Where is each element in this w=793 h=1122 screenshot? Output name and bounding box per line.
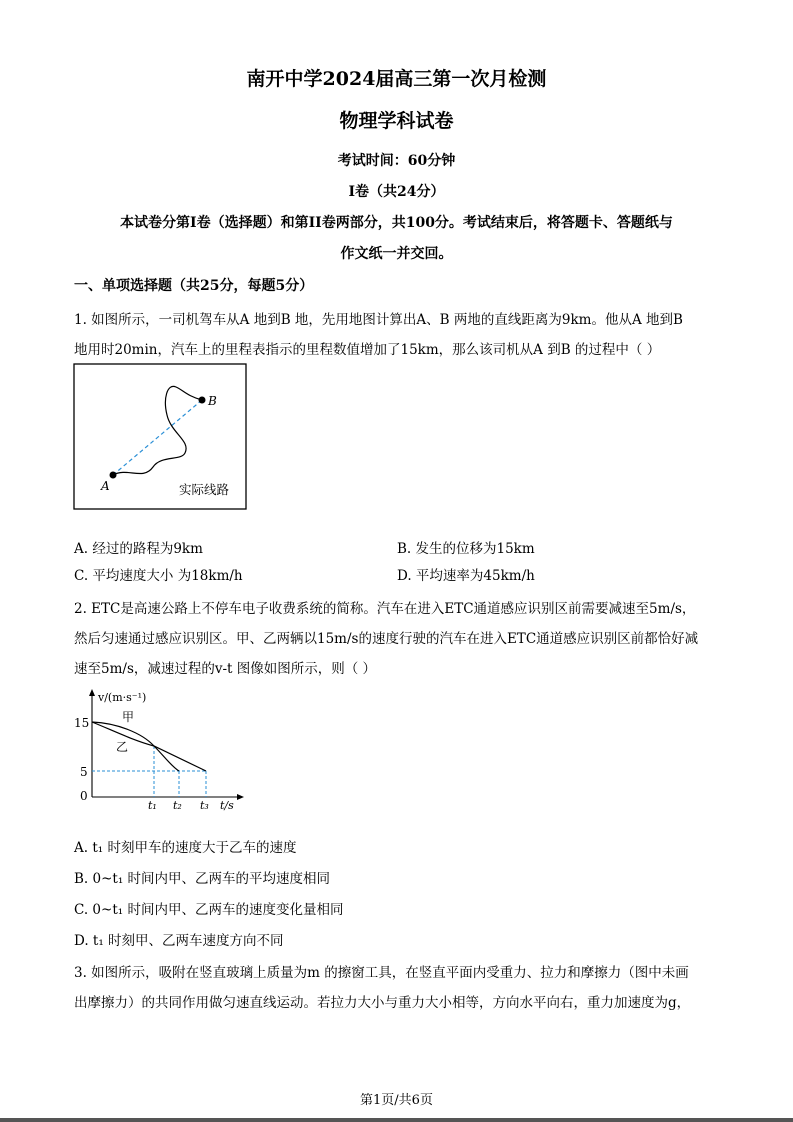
q1-option-c[interactable]: C. 平均速度大小 为18km/h	[74, 568, 243, 584]
q1-line-2: 地用时20min，汽车上的里程表指示的里程数值增加了15km，那么该司机从A 到B 的过程中（ ）	[74, 342, 661, 358]
q1-option-b[interactable]: B. 发生的位移为15km	[397, 541, 535, 557]
page-number: 第1页/共6页	[360, 1093, 433, 1108]
x-tick-t2: t₂	[173, 799, 182, 812]
point-a-marker	[110, 472, 117, 479]
x-axis-label: t/s	[220, 799, 234, 812]
x-tick-t3: t₃	[200, 799, 209, 812]
exam-title: 南开中学2024届高三第一次月检测	[246, 68, 547, 90]
q2-line-3: 速至5m/s，减速过程的v-t 图像如图所示，则（ ）	[74, 661, 377, 677]
vt-graph	[72, 685, 252, 820]
actual-route-path	[113, 386, 202, 475]
y-axis-arrow	[89, 689, 95, 696]
q2-line-1: 2. ETC是高速公路上不停车电子收费系统的简称。汽车在进入ETC通道感应识别区前需要减速至5m/s，	[74, 601, 696, 617]
label-b: B	[208, 394, 217, 408]
q3-line-2: 出摩擦力）的共同作用做匀速直线运动。若拉力大小与重力大小相等，方向水平向右，重力加速度为g，	[74, 995, 691, 1011]
curve-yi-label: 乙	[116, 740, 129, 754]
volume-heading: I卷（共24分）	[348, 184, 445, 200]
exam-time: 考试时间：60分钟	[337, 153, 456, 169]
x-axis-arrow	[237, 794, 244, 800]
q2-line-2: 然后匀速通过感应识别区。甲、乙两辆以15m/s的速度行驶的汽车在进入ETC通道感应识别区前都恰好减	[74, 631, 699, 647]
route-figure	[73, 363, 247, 510]
q2-option-d[interactable]: D. t₁ 时刻甲、乙两车速度方向不同	[74, 933, 284, 949]
section-heading: 一、单项选择题（共25分，每题5分）	[74, 278, 314, 294]
label-a: A	[101, 479, 110, 493]
y-tick-0: 0	[80, 789, 88, 803]
curve-jia-label: 甲	[122, 710, 135, 724]
route-caption: 实际线路	[179, 482, 230, 497]
intro-line-1: 本试卷分第I卷（选择题）和第II卷两部分，共100分。考试结束后，将答题卡、答题纸与	[120, 215, 673, 231]
y-axis-label: v/(m·s⁻¹)	[98, 691, 147, 704]
curve-jia-path	[92, 722, 179, 771]
displacement-line	[113, 400, 202, 475]
point-b-marker	[199, 397, 206, 404]
q3-line-1: 3. 如图所示，吸附在竖直玻璃上质量为m 的擦窗工具，在竖直平面内受重力、拉力和摩擦力（图中未画	[74, 965, 689, 981]
q2-option-b[interactable]: B. 0~t₁ 时间内甲、乙两车的平均速度相同	[74, 871, 331, 887]
q1-option-a[interactable]: A. 经过的路程为9km	[74, 541, 203, 557]
subject-title: 物理学科试卷	[339, 110, 454, 132]
q2-option-c[interactable]: C. 0~t₁ 时间内甲、乙两车的速度变化量相同	[74, 902, 344, 918]
x-tick-t1: t₁	[148, 799, 157, 812]
y-tick-15: 15	[74, 716, 90, 730]
curve-yi-path	[92, 722, 206, 771]
q2-option-a[interactable]: A. t₁ 时刻甲车的速度大于乙车的速度	[74, 840, 297, 856]
intro-line-2: 作文纸一并交回。	[340, 246, 453, 262]
q1-option-d[interactable]: D. 平均速率为45km/h	[397, 568, 535, 584]
bottom-edge-bar	[0, 1118, 793, 1122]
q1-line-1: 1. 如图所示，一司机驾车从A 地到B 地，先用地图计算出A、B 两地的直线距离为9km。他从A 地到B	[74, 312, 683, 328]
y-tick-5: 5	[80, 765, 88, 779]
